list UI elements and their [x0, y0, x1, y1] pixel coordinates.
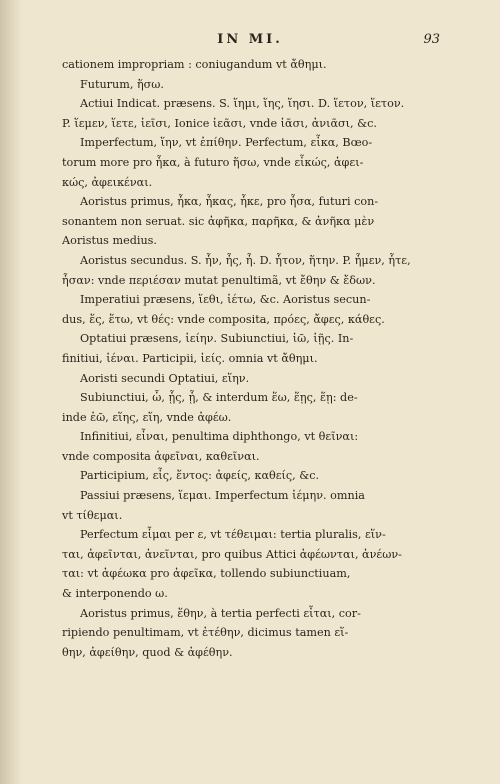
text-line: cationem impropriam : coniugandum vt ἄθημι.	[62, 58, 327, 71]
text-line: Aoristi secundi Optatiui, εἵην.	[80, 371, 250, 385]
text-line: Subiunctiui, ὧ, ᾗς, ᾗ, & interdum ἕω, ἕῃς, ἕῃ: de-	[80, 391, 358, 405]
text-line: κώς, ἀφεικέναι.	[62, 175, 153, 189]
text-line: Perfectum εἷμαι per ε, vt τέθειμαι: tertia pluralis, εἵν-	[80, 528, 386, 542]
text-line: Participium, εἷς, ἕντος: ἀφείς, καθείς, &c.	[80, 469, 320, 483]
text-line: Imperatiui præsens, ἵεθι, ἱέτω, &c. Aoristus secun-	[80, 293, 371, 307]
text-line: Aoristus primus, ἕθην, à tertia perfecti εἷται, cor-	[80, 606, 361, 620]
text-line: P. ἵεμεν, ἵετε, ἱεῖσι, Ionice ἱεᾶσι, vnde ἱᾶσι, ἀνιᾶσι, &c.	[62, 116, 377, 130]
text-line: ται, ἀφεῖνται, ἀνεῖνται, pro quibus Attici ἀφέωνται, ἀνέων-	[62, 547, 402, 561]
text-line: Futurum, ἥσω.	[80, 77, 164, 91]
text-line: inde ἑῶ, εἵης, εἵη, vnde ἀφέω.	[62, 410, 232, 424]
text-line: Passiui præsens, ἵεμαι. Imperfectum ἱέμην. omnia	[80, 489, 365, 503]
text-line: Aoristus medius.	[62, 234, 157, 248]
text-line: vt τίθεμαι.	[62, 508, 123, 522]
text-line: Optatiui præsens, ἱείην. Subiunctiui, ἱῶ, ἱῇς. In-	[80, 332, 354, 346]
text-line: ripiendo penultimam, vt ἐτέθην, dicimus tamen εἵ-	[62, 626, 349, 640]
text-line: Infinitiui, εἷναι, penultima diphthongo, vt θεῖναι:	[80, 430, 359, 444]
running-title: IN MI.	[217, 32, 283, 47]
text-line: sonantem non seruat. sic ἀφῆκα, παρῆκα, & ἀνῆκα μὲν	[62, 214, 375, 228]
text-line: & interponendo ω.	[62, 587, 168, 601]
text-line: θην, ἀφείθην, quod & ἀφέθην.	[62, 645, 233, 659]
text-line: Aoristus primus, ἧκα, ἧκας, ἧκε, pro ἧσα, futuri con-	[80, 195, 379, 209]
text-line: ἧσαν: vnde περιέσαν mutat penultimã, vt ἔθην & ἔδων.	[62, 273, 376, 287]
text-line: finitiui, ἱέναι. Participii, ἱείς. omnia vt ἄθημι.	[62, 351, 318, 365]
running-head	[60, 32, 440, 47]
gutter-shadow	[0, 0, 22, 784]
text-block	[62, 55, 460, 662]
page-number: 93	[423, 32, 440, 47]
text-line: Actiui Indicat. præsens. S. ἵημι, ἵης, ἵησι. D. ἵετον, ἵετον.	[80, 97, 405, 111]
text-line: torum more pro ἧκα, à futuro ἥσω, vnde εἷκώς, ἀφει-	[62, 155, 364, 169]
text-line: dus, ἕς, ἕτω, vt θές: vnde composita, πρόες, ἄφες, κάθες.	[62, 312, 385, 326]
text-line: vnde composita ἀφεῖναι, καθεῖναι.	[62, 449, 260, 463]
text-line: Aoristus secundus. S. ἧν, ἧς, ἧ. D. ἧτον, ἥτην. P. ἧμεν, ἧτε,	[80, 253, 411, 267]
text-line: ται: vt ἀφέωκα pro ἀφεῖκα, tollendo subiunctiuam,	[62, 567, 351, 581]
text-line: Imperfectum, ἵην, vt ἐπίθην. Perfectum, εἷκα, Bœo-	[80, 136, 373, 150]
